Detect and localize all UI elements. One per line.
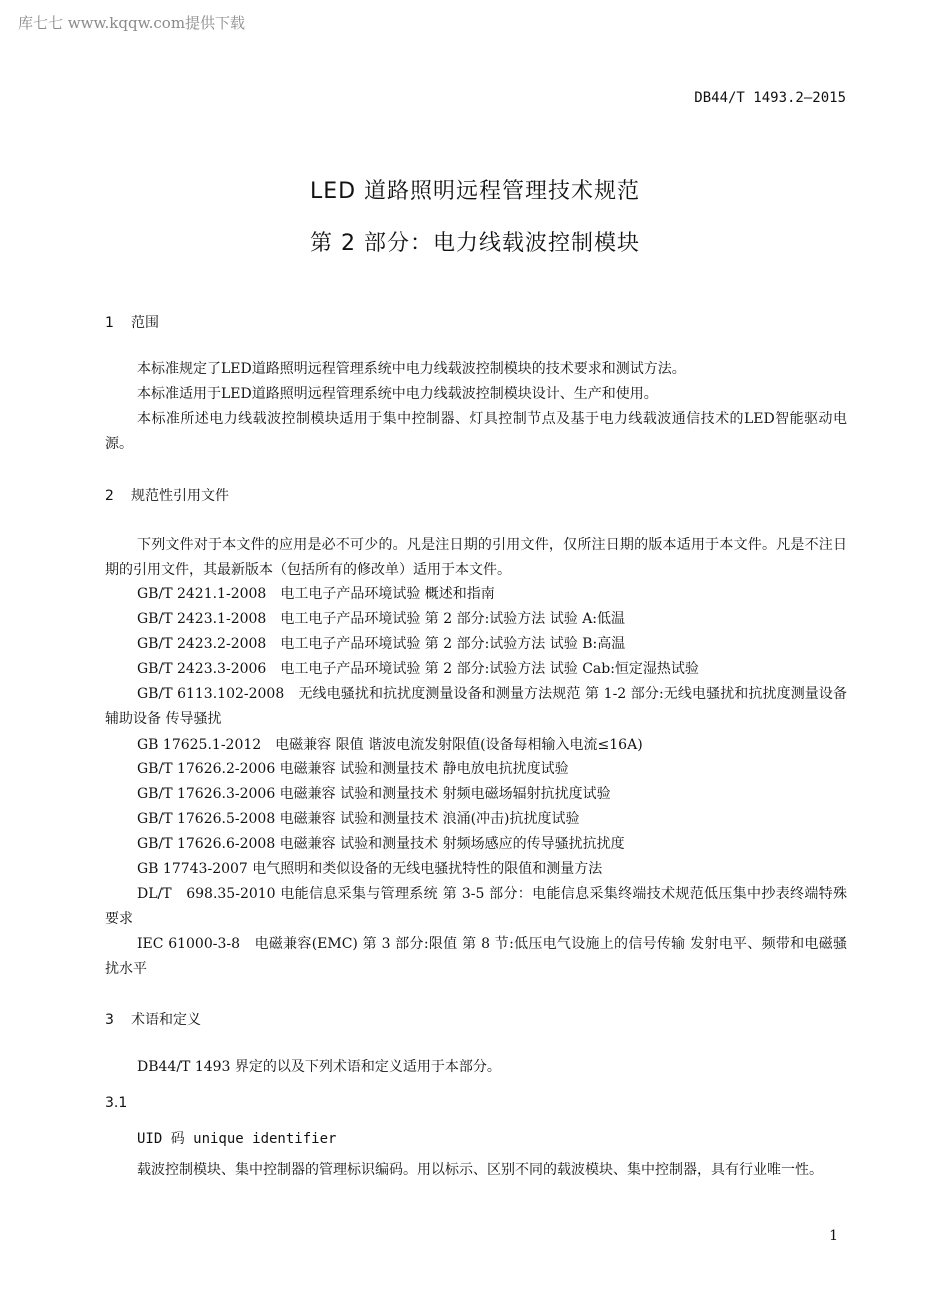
reference-item: GB 17743-2007 电气照明和类似设备的无线电骚扰特性的限值和测量方法 bbox=[137, 861, 603, 877]
section-title: 规范性引用文件 bbox=[131, 488, 229, 504]
section-number: 2 bbox=[105, 488, 114, 504]
section-number: 1 bbox=[105, 315, 114, 331]
section-1-paragraph-3: 本标准所述电力线载波控制模块适用于集中控制器、灯具控制节点及基于电力线载波通信技术的LED智能驱动电源。 bbox=[105, 411, 847, 452]
term-title: UID 码 unique identifier bbox=[137, 1131, 337, 1147]
reference-item: GB/T 2421.1-2008 电工电子产品环境试验 概述和指南 bbox=[137, 586, 495, 602]
page-title: LED 道路照明远程管理技术规范 bbox=[309, 179, 641, 204]
reference-item: GB 17625.1-2012 电磁兼容 限值 谐波电流发射限值(设备每相输入电流≤16A) bbox=[137, 737, 643, 753]
reference-item: DL/T 698.35-2010 电能信息采集与管理系统 第 3-5 部分：电能信息采集终端技术规范低压集中抄表终端特殊要求 bbox=[105, 886, 847, 927]
section-2-heading bbox=[105, 485, 229, 505]
page-subtitle: 第 2 部分：电力线载波控制模块 bbox=[310, 231, 640, 256]
reference-item: IEC 61000-3-8 电磁兼容(EMC) 第 3 部分:限值 第 8 节:低压电气设施上的信号传输 发射电平、频带和电磁骚扰水平 bbox=[105, 936, 847, 977]
reference-item: GB/T 6113.102-2008 无线电骚扰和抗扰度测量设备和测量方法规范 第 1-2 部分:无线电骚扰和抗扰度测量设备 辅助设备 传导骚扰 bbox=[105, 686, 847, 727]
reference-item: GB/T 2423.3-2006 电工电子产品环境试验 第 2 部分:试验方法 试验 Cab:恒定湿热试验 bbox=[137, 661, 699, 677]
reference-item: GB/T 17626.2-2006 电磁兼容 试验和测量技术 静电放电抗扰度试验 bbox=[137, 761, 569, 777]
section-title: 术语和定义 bbox=[131, 1012, 201, 1028]
standard-code: DB44/T 1493.2—2015 bbox=[694, 90, 846, 106]
section-3-intro: DB44/T 1493 界定的以及下列术语和定义适用于本部分。 bbox=[137, 1059, 501, 1075]
section-number: 3 bbox=[105, 1012, 114, 1028]
term-definition: 载波控制模块、集中控制器的管理标识编码。用以标示、区别不同的载波模块、集中控制器，具有行业唯一性。 bbox=[137, 1162, 823, 1178]
section-title: 范围 bbox=[131, 315, 159, 331]
reference-item: GB/T 17626.3-2006 电磁兼容 试验和测量技术 射频电磁场辐射抗扰度试验 bbox=[137, 786, 611, 802]
term-number: 3.1 bbox=[105, 1095, 128, 1111]
reference-item: GB/T 2423.2-2008 电工电子产品环境试验 第 2 部分:试验方法 试验 B:高温 bbox=[137, 636, 626, 652]
section-3-heading bbox=[105, 1009, 201, 1029]
section-1-paragraph-2: 本标准适用于LED道路照明远程管理系统中电力线载波控制模块设计、生产和使用。 bbox=[137, 386, 658, 402]
reference-item: GB/T 2423.1-2008 电工电子产品环境试验 第 2 部分:试验方法 试验 A:低温 bbox=[137, 611, 626, 627]
section-1-paragraph-1: 本标准规定了LED道路照明远程管理系统中电力线载波控制模块的技术要求和测试方法。 bbox=[137, 361, 686, 377]
page-number: 1 bbox=[829, 1228, 838, 1244]
reference-item: GB/T 17626.6-2008 电磁兼容 试验和测量技术 射频场感应的传导骚扰抗扰度 bbox=[137, 836, 625, 852]
watermark-text: 库七七 www.kqqw.com提供下载 bbox=[18, 14, 246, 32]
section-2-intro: 下列文件对于本文件的应用是必不可少的。凡是注日期的引用文件，仅所注日期的版本适用于本文件。凡是不注日期的引用文件，其最新版本（包括所有的修改单）适用于本文件。 bbox=[105, 537, 847, 578]
section-1-heading bbox=[105, 312, 159, 332]
reference-item: GB/T 17626.5-2008 电磁兼容 试验和测量技术 浪涌(冲击)抗扰度试验 bbox=[137, 811, 580, 827]
